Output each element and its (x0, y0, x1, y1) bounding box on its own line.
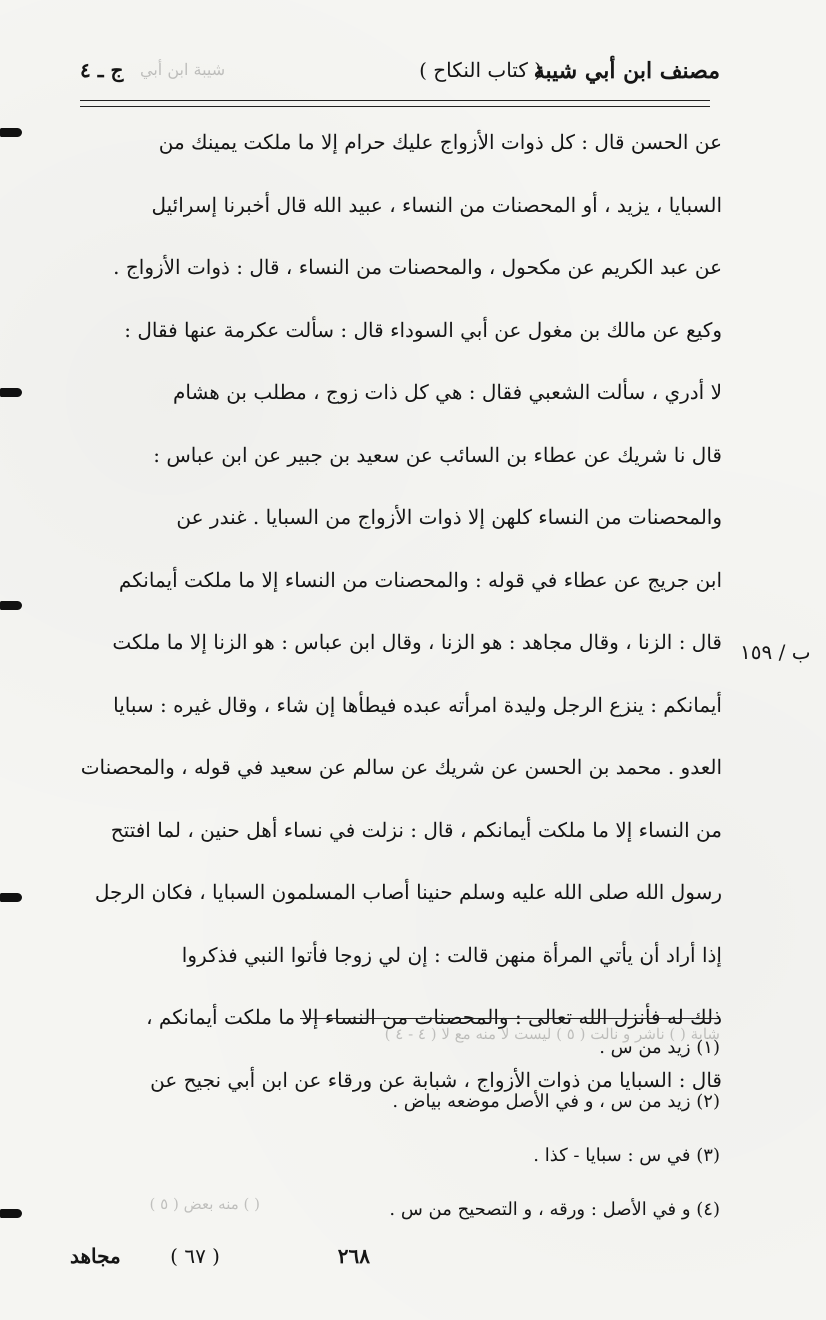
text-line: العدو . محمد بن الحسن عن شريك عن سالم عن سعيد في قوله ، والمحصنات (80, 755, 722, 779)
binding-mark (0, 1209, 22, 1218)
text-line: عن الحسن قال : كل ذوات الأزواج عليك حرام إلا ما ملكت يمينك من (158, 130, 722, 154)
header-rule (80, 100, 710, 101)
binding-mark (0, 388, 22, 397)
text-line: إذا أراد أن يأتي المرأة منهن قالت : إن لي زوجا فأتوا النبي فذكروا (181, 942, 722, 967)
binding-mark (0, 893, 22, 902)
footer-name: مجاهد (70, 1244, 121, 1268)
header-volume: ج ـ ٤ (80, 58, 124, 82)
text-line: السبايا ، يزيد ، أو المحصنات من النساء ، عبيد الله قال أخبرنا إسرائيل (151, 192, 722, 217)
page-number: ٢٦٨ (337, 1244, 370, 1268)
header-book: ( كتاب النكاح ) (419, 58, 542, 82)
bleed-through-text: ( ) منه بعض ( ٥ ) (149, 1195, 260, 1213)
bleed-through-text: شابة ( ) ناشر و نالت ( ٥ ) ليست لا منه مع لا ( ٤ - ٤ ) (384, 1025, 720, 1043)
binding-mark (0, 601, 22, 610)
header-ghost-text: شيبة ابن أبي (140, 60, 226, 79)
text-line: من النساء إلا ما ملكت أيمانكم ، قال : نزلت في نساء أهل حنين ، لما افتتح (110, 817, 722, 842)
footnote: (٢) زيد من س ، و في الأصل موضعه بياض . (392, 1091, 720, 1112)
binding-mark (0, 128, 22, 137)
footnote: (١) زيد من س . (599, 1037, 720, 1058)
footnote-rule (300, 1018, 720, 1019)
text-line: ابن جريج عن عطاء في قوله : والمحصنات من النساء إلا ما ملكت أيمانكم (118, 567, 722, 592)
main-text (72, 120, 722, 1120)
header-title: مصنف ابن أبي شيبة (533, 58, 720, 84)
footnote: (٣) في س : سبايا - كذا . (533, 1145, 720, 1166)
text-line: رسول الله صلى الله عليه وسلم حنينا أصاب المسلمون السبايا ، فكان الرجل (94, 880, 722, 904)
footnote: (٤) و في الأصل : ورقه ، و التصحيح من س . (389, 1199, 720, 1220)
text-line: ذلك له فأنزل الله تعالى : والمحصنات من النساء إلا ما ملكت أيمانكم ، (146, 1005, 722, 1029)
text-line: قال : الزنا ، وقال مجاهد : هو الزنا ، وقال ابن عباس : هو الزنا إلا ما ملكت (112, 630, 722, 654)
text-line: لا أدري ، سألت الشعبي فقال : هي كل ذات زوج ، مطلب بن هشام (172, 380, 722, 404)
text-line: قال : السبايا من ذوات الأزواج ، شبابة عن ورقاء عن ابن أبي نجيح عن (150, 1067, 722, 1092)
footnotes (80, 1028, 720, 1244)
running-header (80, 52, 720, 92)
text-line: عن عبد الكريم عن مكحول ، والمحصنات من النساء ، قال : ذوات الأزواج . (113, 255, 722, 279)
page-footer (70, 1244, 550, 1284)
text-line: قال نا شريك عن عطاء بن السائب عن سعيد بن جبير عن ابن عباس : (153, 442, 722, 467)
text-line: أيمانكم : ينزع الرجل وليدة امرأته عبده فيطأها إن شاء ، وقال غيره : سبايا (113, 692, 722, 717)
signature-mark: ( ٦٧ ) (170, 1244, 220, 1268)
text-line: والمحصنات من النساء كلهن إلا ذوات الأزواج من السبايا . غندر عن (176, 505, 722, 529)
header-rule-double (80, 106, 710, 107)
margin-folio-note: ب / ١٥٩ (740, 640, 811, 664)
text-line: وكيع عن مالك بن مغول عن أبي السوداء قال : سألت عكرمة عنها فقال : (124, 317, 722, 342)
